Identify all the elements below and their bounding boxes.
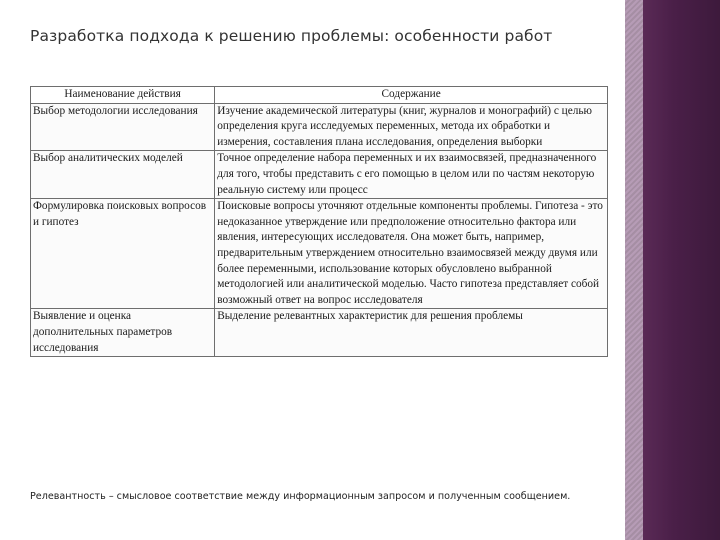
page-title: Разработка подхода к решению проблемы: особенности работ xyxy=(30,27,553,45)
column-header-action: Наименование действия xyxy=(31,87,215,104)
work-features-table xyxy=(30,86,608,357)
table-row xyxy=(31,309,608,357)
action-cell: Выявление и оценка дополнительных параметров исследования xyxy=(31,309,215,357)
content-cell: Изучение академической литературы (книг, журналов и монографий) с целью определения круга исследуемых переменных, метода их обработки и измерения, составления плана исследования, определения выборки xyxy=(215,103,608,151)
sidebar-stripe xyxy=(625,0,643,540)
sidebar-decoration xyxy=(643,0,720,540)
action-cell: Выбор методологии исследования xyxy=(31,103,215,151)
work-features-table-container xyxy=(30,86,608,357)
action-cell: Формулировка поисковых вопросов и гипотез xyxy=(31,199,215,309)
content-cell: Точное определение набора переменных и их взаимосвязей, предназначенного для того, чтобы представить с его помощью в целом или по частям некоторую реальную систему или процесс xyxy=(215,151,608,199)
content-cell: Поисковые вопросы уточняют отдельные компоненты проблемы. Гипотеза - это недоказанное утверждение или предположение относительно фактора или явления, интересующих исследователя. Она может быть, например, предварительным утверждением относительно взаимосвязей между двумя или более переменными, использование которых обусловлено выбранной методологией или аналитической моделью. Часто гипотеза представляет собой возможный ответ на вопрос исследователя xyxy=(215,199,608,309)
content-cell: Выделение релевантных характеристик для решения проблемы xyxy=(215,309,608,357)
table-row xyxy=(31,151,608,199)
table-row xyxy=(31,199,608,309)
footer-definition-note: Релевантность – смысловое соответствие между информационным запросом и полученным сообщением. xyxy=(30,491,571,502)
table-row xyxy=(31,103,608,151)
table-header-row xyxy=(31,87,608,104)
action-cell: Выбор аналитических моделей xyxy=(31,151,215,199)
column-header-content: Содержание xyxy=(215,87,608,104)
